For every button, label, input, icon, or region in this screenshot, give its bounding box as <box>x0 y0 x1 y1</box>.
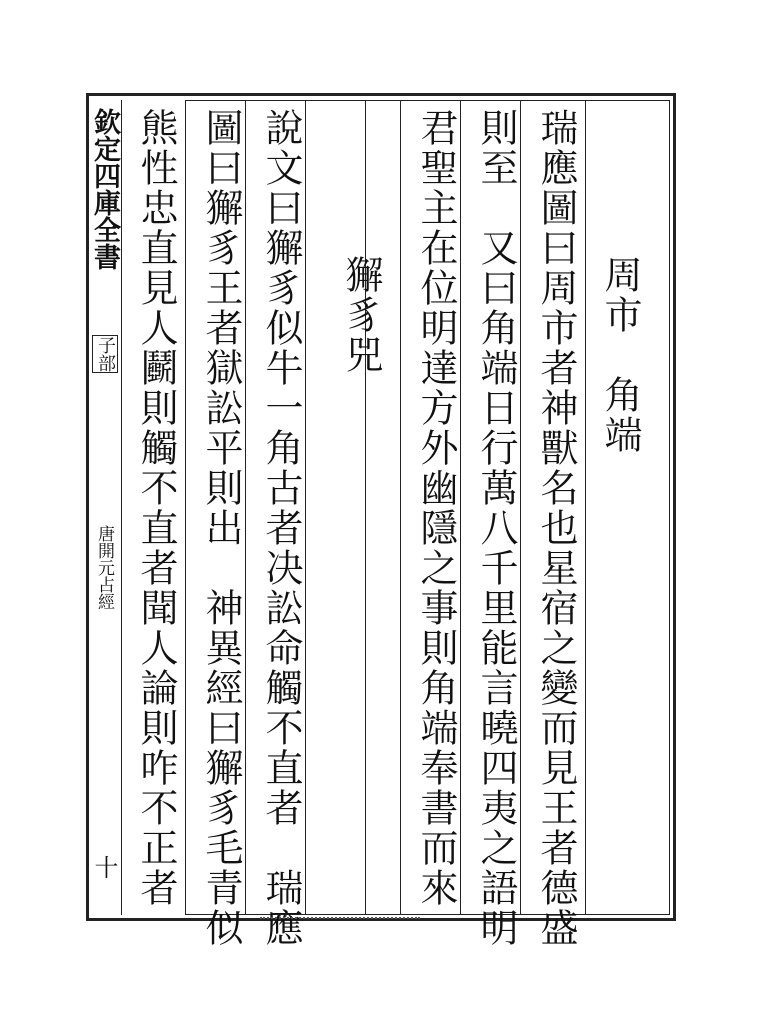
page-number: 十 <box>90 855 118 879</box>
text-column: 則至 又曰角端日行萬八千里能言曉四夷之語明 <box>474 108 518 948</box>
bottom-ornament <box>260 917 420 929</box>
column-rule <box>520 100 521 915</box>
column-rule <box>305 100 306 915</box>
text-column: 圖曰獬豸王者獄訟平則出 神異經曰獬豸毛青似 <box>199 108 243 948</box>
margin-strip <box>86 100 122 915</box>
text-column: 熊性忠直見人鬬則觸不直者聞人論則咋不正者 <box>134 108 178 908</box>
subtitle: 唐開元占經 <box>94 525 114 610</box>
section-label: 子部 <box>92 335 118 373</box>
text-column: 瑞應圖曰周市者神獸名也星宿之變而見王者德盛 <box>534 108 578 948</box>
heading-column: 獬豸兕 <box>339 255 383 375</box>
heading-column: 周市 角端 <box>598 255 642 455</box>
text-column: 君聖主在位明達方外幽隱之事則角端奉書而來 <box>414 108 458 908</box>
column-rule <box>245 100 246 915</box>
book-title: 欽定四庫全書 <box>89 108 120 270</box>
column-rule <box>365 100 366 915</box>
column-rule <box>400 100 401 915</box>
column-rule <box>585 100 586 915</box>
text-column: 說文曰獬豸似牛一角古者决訟命觸不直者 瑞應 <box>259 108 303 948</box>
column-rule <box>460 100 461 915</box>
